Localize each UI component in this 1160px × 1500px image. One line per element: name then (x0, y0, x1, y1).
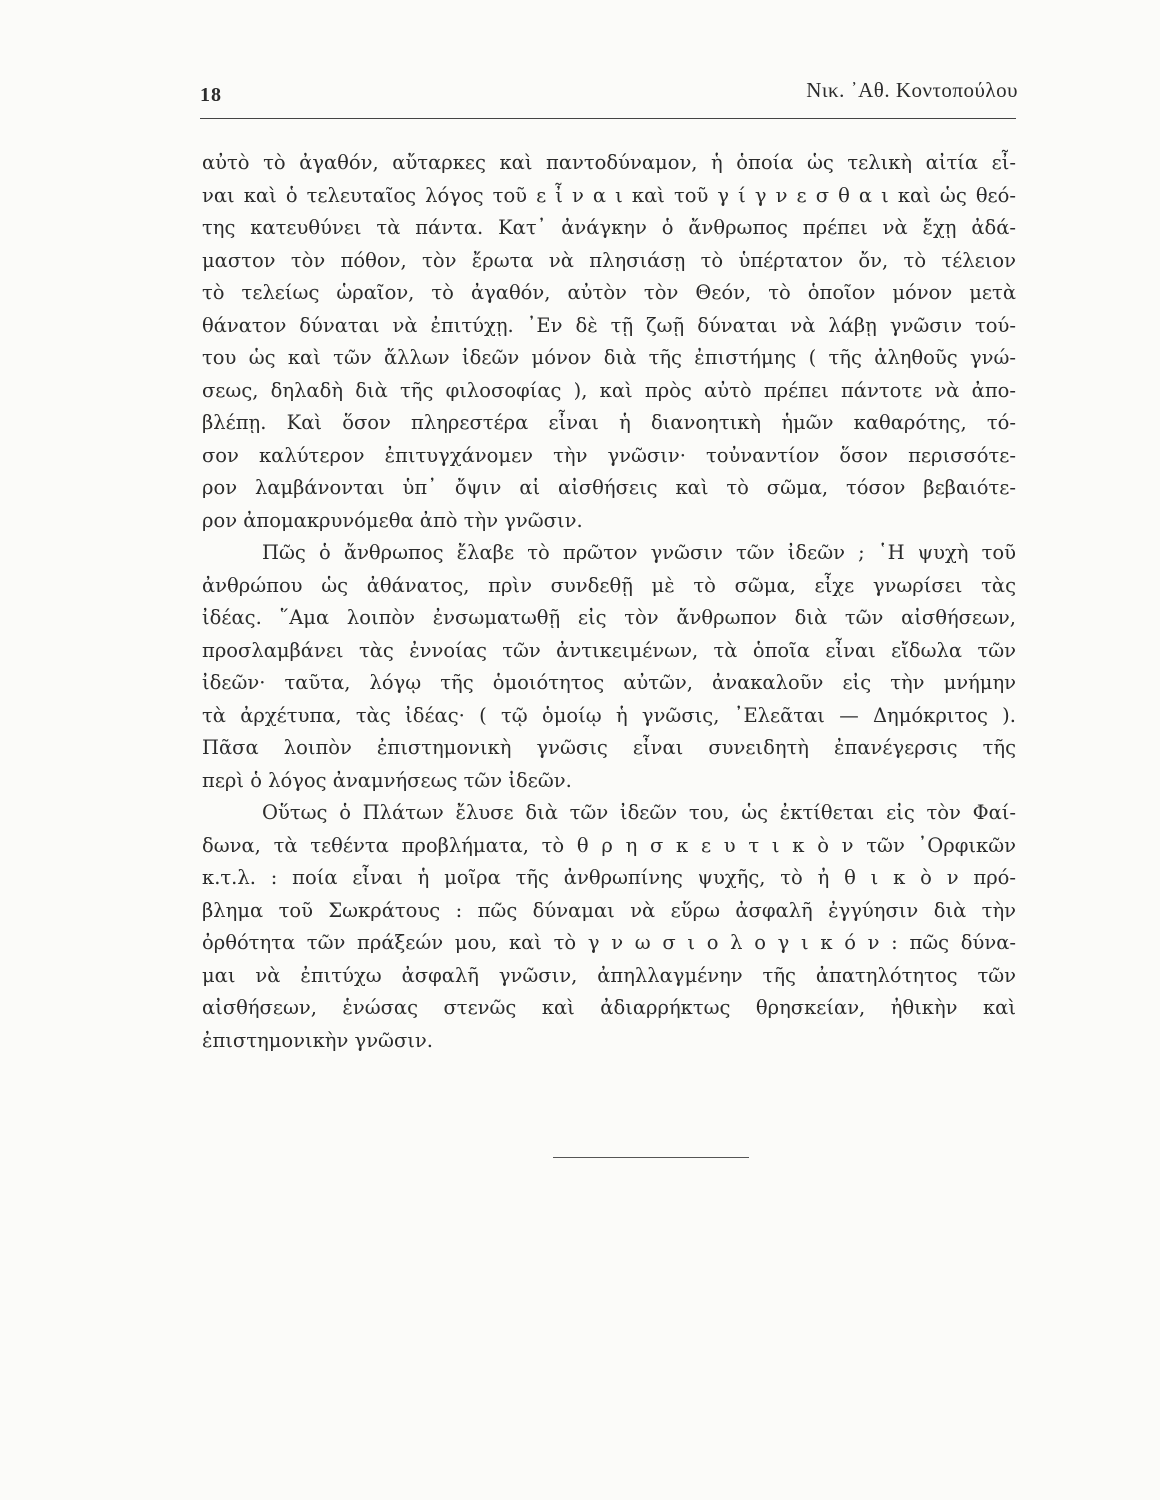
text-line: σον καλύτερον ἐπιτυγχάνομεν τὴν γνῶσιν· τοὐναντίον ὅσον περισσότε- (202, 443, 1016, 467)
text-line: του ὡς καὶ τῶν ἄλλων ἰδεῶν μόνον διὰ τῆς ἐπιστήμης ( τῆς ἀληθοῦς γνώ- (202, 346, 1016, 369)
text-line: τὸ τελείως ὡραῖον, τὸ ἀγαθόν, αὐτὸν τὸν Θεόν, τὸ ὁποῖον μόνον μετὰ (202, 281, 1016, 304)
text-line: προσλαμβάνει τὰς ἐννοίας τῶν ἀντικειμένων, τὰ ὁποῖα εἶναι εἴδωλα τῶν (202, 638, 1016, 662)
text-line: δωνα, τὰ τεθέντα προβλήματα, τὸ θ ρ η σ κ ε υ τ ι κ ὸ ν τῶν ᾿Ορφικῶν (202, 833, 1016, 857)
text-line: ὀρθότητα τῶν πράξεών μου, καὶ τὸ γ ν ω σ ι ο λ ο γ ι κ ό ν : πῶς δύνα- (202, 931, 1016, 954)
page-header (200, 78, 1018, 118)
text-line: βλημα τοῦ Σωκράτους : πῶς δύναμαι νὰ εὕρω ἀσφαλῆ ἐγγύησιν διὰ τὴν (202, 898, 1016, 922)
text-line: ναι καὶ ὁ τελευταῖος λόγος τοῦ ε ἶ ν α ι καὶ τοῦ γ ί γ ν ε σ θ α ι καὶ ὡς θεό- (202, 183, 1016, 207)
page-number: 18 (200, 84, 222, 106)
paragraph-1 (202, 147, 1016, 537)
header-rule (200, 118, 1016, 119)
text-line: περὶ ὁ λόγος ἀναμνήσεως τῶν ἰδεῶν. (202, 768, 572, 792)
text-line: μαι νὰ ἐπιτύχω ἀσφαλῆ γνῶσιν, ἀπηλλαγμένην τῆς ἀπατηλότητος τῶν (202, 963, 1016, 987)
text-line: τὰ ἀρχέτυπα, τὰς ἰδέας· ( τῷ ὁμοίῳ ἡ γνῶσις, ᾿Ελεᾶται — Δημόκριτος ). (202, 703, 1016, 727)
running-head: Νικ. ᾿Αθ. Κοντοπούλου (806, 78, 1018, 102)
paragraph-2 (202, 537, 1016, 797)
text-line: σεως, δηλαδὴ διὰ τῆς φιλοσοφίας ), καὶ πρὸς αὐτὸ πρέπει πάντοτε νὰ ἀπο- (202, 378, 1016, 402)
text-line: Πῶς ὁ ἄνθρωπος ἔλαβε τὸ πρῶτον γνῶσιν τῶν ἰδεῶν ; ῾Η ψυχὴ τοῦ (262, 541, 1016, 564)
text-line: ἀνθρώπου ὡς ἀθάνατος, πρὶν συνδεθῇ μὲ τὸ σῶμα, εἶχε γνωρίσει τὰς (202, 573, 1016, 597)
text-line: αἰσθήσεων, ἑνώσας στενῶς καὶ ἀδιαρρήκτως θρησκείαν, ἠθικὴν καὶ (202, 996, 1016, 1019)
text-line: θάνατον δύναται νὰ ἐπιτύχῃ. ᾿Εν δὲ τῇ ζωῇ δύναται νὰ λάβῃ γνῶσιν τού- (202, 313, 1016, 337)
text-line: ρον λαμβάνονται ὑπ᾿ ὄψιν αἱ αἰσθήσεις καὶ τὸ σῶμα, τόσον βεβαιότε- (202, 476, 1016, 499)
text-line: Οὕτως ὁ Πλάτων ἔλυσε διὰ τῶν ἰδεῶν του, ὡς ἐκτίθεται εἰς τὸν Φαί- (262, 801, 1016, 824)
paragraph-3 (202, 797, 1016, 1057)
text-line: ρον ἀπομακρυνόμεθα ἀπὸ τὴν γνῶσιν. (202, 508, 583, 532)
text-line: ἰδέας. ῞Αμα λοιπὸν ἐνσωματωθῇ εἰς τὸν ἄνθρωπον διὰ τῶν αἰσθήσεων, (202, 606, 1016, 629)
text-line: βλέπῃ. Καὶ ὅσον πληρεστέρα εἶναι ἡ διανοητικὴ ἡμῶν καθαρότης, τό- (202, 411, 1016, 434)
text-line: μαστον τὸν πόθον, τὸν ἔρωτα νὰ πλησιάσῃ τὸ ὑπέρτατον ὄν, τὸ τέλειον (202, 248, 1016, 272)
section-end-rule (553, 1157, 749, 1158)
text-line: κ.τ.λ. : ποία εἶναι ἡ μοῖρα τῆς ἀνθρωπίνης ψυχῆς, τὸ ἠ θ ι κ ὸ ν πρό- (202, 866, 1016, 889)
text-line: Πᾶσα λοιπὸν ἐπιστημονικὴ γνῶσις εἶναι συνειδητὴ ἐπανέγερσις τῆς (202, 736, 1016, 759)
text-line: ἰδεῶν· ταῦτα, λόγῳ τῆς ὁμοιότητος αὐτῶν, ἀνακαλοῦν εἰς τὴν μνήμην (202, 671, 1016, 694)
text-line: αὐτὸ τὸ ἀγαθόν, αὔταρκες καὶ παντοδύναμον, ἡ ὁποία ὡς τελικὴ αἰτία εἶ- (202, 151, 1016, 174)
text-line: της κατευθύνει τὰ πάντα. Κατ᾿ ἀνάγκην ὁ ἄνθρωπος πρέπει νὰ ἔχῃ ἀδά- (202, 216, 1016, 239)
body-text (202, 147, 1016, 1057)
text-line: ἐπιστημονικὴν γνῶσιν. (202, 1028, 433, 1052)
